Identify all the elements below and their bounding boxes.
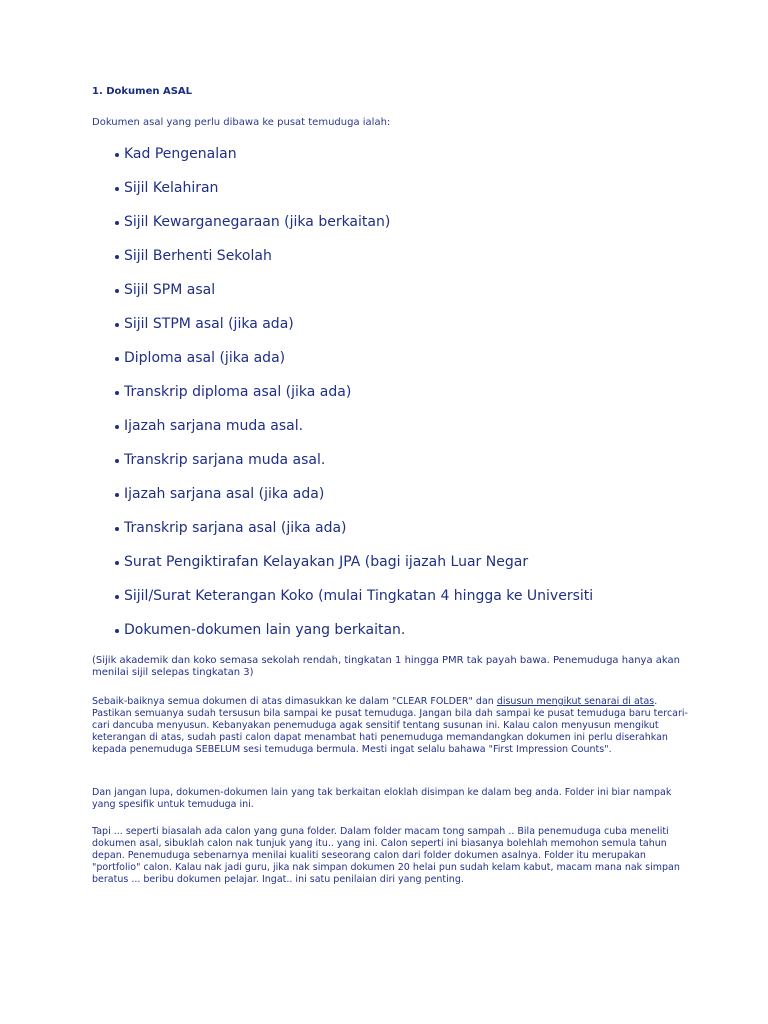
intro-text: Dokumen asal yang perlu dibawa ke pusat temuduga ialah: <box>92 117 391 128</box>
bullet-icon <box>115 187 119 191</box>
note-paragraph-academic: (Sijik akademik dan koko semasa sekolah rendah, tingkatan 1 hingga PMR tak payah bawa. Penemuduga hanya akan menilai sijil selepas tingkatan 3) <box>92 655 680 678</box>
list-item-label: Transkrip diploma asal (jika ada) <box>124 384 352 400</box>
list-item-label: Ijazah sarjana asal (jika ada) <box>124 486 325 502</box>
bullet-icon <box>115 221 119 225</box>
list-item <box>115 178 755 212</box>
bullet-icon <box>115 357 119 361</box>
list-item <box>115 348 755 382</box>
list-item-label: Sijil/Surat Keterangan Koko (mulai Tingkatan 4 hingga ke Universiti <box>124 588 594 604</box>
list-item <box>115 314 755 348</box>
bullet-icon <box>115 425 119 429</box>
list-item-label: Diploma asal (jika ada) <box>124 350 286 366</box>
note-paragraph-clear-folder <box>92 696 692 756</box>
bullet-icon <box>115 391 119 395</box>
list-item-label: Sijil SPM asal <box>124 282 216 298</box>
list-item-label: Ijazah sarjana muda asal. <box>124 418 304 434</box>
list-item-label: Sijil Kewarganegaraan (jika berkaitan) <box>124 214 391 230</box>
list-item <box>115 212 755 246</box>
list-item-label: Sijil Kelahiran <box>124 180 219 196</box>
bullet-icon <box>115 255 119 259</box>
list-item <box>115 450 755 484</box>
list-item-label: Kad Pengenalan <box>124 146 237 162</box>
note-text: . Pastikan semuanya sudah tersusun bila sampai ke pusat temuduga. Jangan bila dah sampai ke pusat temuduga baru tercari-cari dancuba menyusun. Kebanyakan penemuduga agak sensitif tentang susunan ini. Kalau calon menyusun mengikut keterangan di atas, sudah pasti calon dapat menambat hati penemuduga memandangkan dokumen ini perlu diserahkan kepada penemuduga SEBELUM sesi temuduga bermula. Mesti ingat selalu bahawa "First Impression Counts". <box>92 696 688 755</box>
underlined-text: disusun mengikut senarai di atas <box>496 696 655 707</box>
bullet-icon <box>115 595 119 599</box>
list-item <box>115 484 755 518</box>
list-item <box>115 518 755 552</box>
document-list <box>115 144 755 654</box>
list-item-label: Transkrip sarjana asal (jika ada) <box>124 520 347 536</box>
bullet-icon <box>115 323 119 327</box>
list-item-label: Dokumen-dokumen lain yang berkaitan. <box>124 622 406 638</box>
section-title: 1. Dokumen ASAL <box>92 86 193 97</box>
bullet-icon <box>115 629 119 633</box>
note-text: Sebaik-baiknya semua dokumen di atas dimasukkan ke dalam "CLEAR FOLDER" dan <box>92 696 497 707</box>
bullet-icon <box>115 493 119 497</box>
list-item <box>115 416 755 450</box>
note-paragraph-folder: Tapi ... seperti biasalah ada calon yang guna folder. Dalam folder macam tong sampah .. Bila penemuduga cuba meneliti dokumen asal, sibuklah calon nak tunjuk yang itu.. yang ini. Calon seperti ini biasanya bolehlah memohon semula tahun depan. Penemuduga sebenarnya menilai kualiti seseorang calon dari folder dokumen asalnya. Folder itu merupakan "portfolio" calon. Kalau nak jadi guru, jika nak simpan dokumen 20 helai pun sudah kelam kabut, macam mana nak simpan beratus ... beribu dokumen pelajar. Ingat.. ini satu penilaian diri yang penting. <box>92 826 680 885</box>
list-item <box>115 620 755 654</box>
list-item <box>115 586 755 620</box>
bullet-icon <box>115 527 119 531</box>
list-item-label: Sijil Berhenti Sekolah <box>124 248 272 264</box>
bullet-icon <box>115 561 119 565</box>
bullet-icon <box>115 459 119 463</box>
list-item-label: Sijil STPM asal (jika ada) <box>124 316 294 332</box>
bullet-icon <box>115 153 119 157</box>
list-item-label: Surat Pengiktirafan Kelayakan JPA (bagi ijazah Luar Negar <box>124 554 529 570</box>
bullet-icon <box>115 289 119 293</box>
list-item <box>115 382 755 416</box>
list-item <box>115 552 755 586</box>
list-item-label: Transkrip sarjana muda asal. <box>124 452 326 468</box>
note-paragraph-bag: Dan jangan lupa, dokumen-dokumen lain yang tak berkaitan eloklah disimpan ke dalam beg anda. Folder ini biar nampak yang spesifik untuk temuduga ini. <box>92 787 672 810</box>
list-item <box>115 144 755 178</box>
list-item <box>115 246 755 280</box>
list-item <box>115 280 755 314</box>
